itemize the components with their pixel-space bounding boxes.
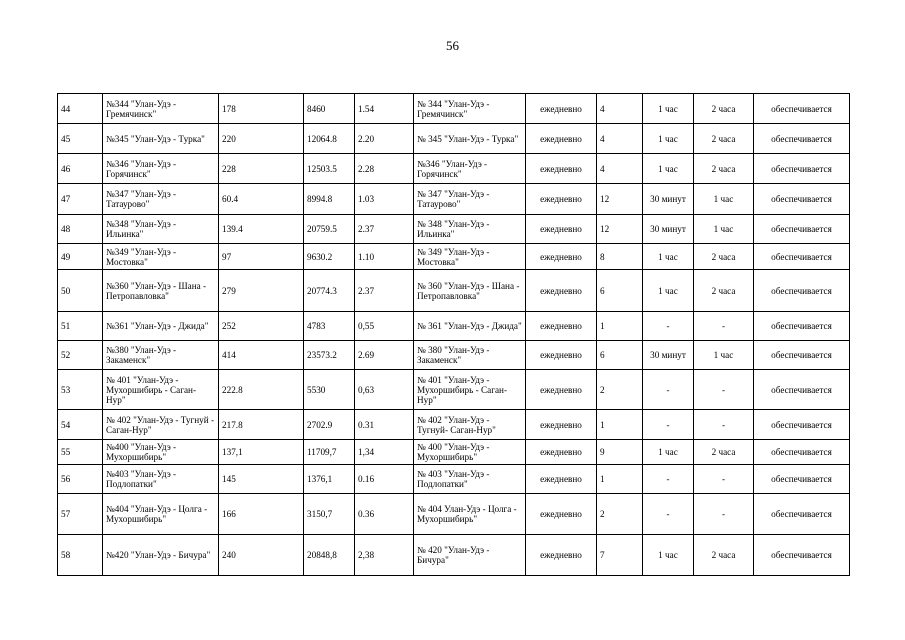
cell-route-name-alt: № 420 "Улан-Удэ - Бичура" bbox=[414, 535, 526, 576]
cell-interval-offpeak: 1 час bbox=[694, 341, 754, 370]
cell-route-name: №360 "Улан-Удэ - Шана - Петропавловка" bbox=[103, 270, 219, 312]
cell-route-name: №403 "Улан-Удэ - Подлопатки" bbox=[103, 465, 219, 494]
cell-trips: 1 bbox=[597, 312, 643, 341]
cell-volume: 11709,7 bbox=[304, 440, 355, 465]
cell-row-number: 58 bbox=[58, 535, 103, 576]
cell-trips: 12 bbox=[597, 215, 643, 244]
cell-route-name-alt: № 380 "Улан-Удэ - Закаменск" bbox=[414, 341, 526, 370]
cell-interval-peak: 1 час bbox=[643, 270, 694, 312]
cell-volume: 3150,7 bbox=[304, 494, 355, 535]
cell-interval-offpeak: - bbox=[694, 465, 754, 494]
cell-coefficient: 2.69 bbox=[355, 341, 414, 370]
cell-status: обеспечивается bbox=[754, 184, 850, 215]
cell-coefficient: 0.36 bbox=[355, 494, 414, 535]
cell-schedule: ежедневно bbox=[526, 370, 597, 410]
routes-table bbox=[57, 93, 850, 576]
cell-route-name: №400 "Улан-Удэ - Мухоршибирь" bbox=[103, 440, 219, 465]
cell-status: обеспечивается bbox=[754, 494, 850, 535]
cell-route-name: №344 "Улан-Удэ - Гремячинск" bbox=[103, 94, 219, 124]
table-row bbox=[58, 244, 850, 270]
cell-interval-offpeak: 2 часа bbox=[694, 270, 754, 312]
cell-schedule: ежедневно bbox=[526, 312, 597, 341]
table-row bbox=[58, 535, 850, 576]
cell-schedule: ежедневно bbox=[526, 535, 597, 576]
cell-row-number: 45 bbox=[58, 124, 103, 154]
cell-route-name: №404 "Улан-Удэ - Цолга - Мухоршибирь" bbox=[103, 494, 219, 535]
cell-interval-offpeak: 2 часа bbox=[694, 124, 754, 154]
cell-coefficient: 0.16 bbox=[355, 465, 414, 494]
cell-trips: 1 bbox=[597, 465, 643, 494]
cell-route-length: 166 bbox=[219, 494, 304, 535]
cell-row-number: 57 bbox=[58, 494, 103, 535]
cell-coefficient: 1.03 bbox=[355, 184, 414, 215]
cell-route-name: №420 "Улан-Удэ - Бичура" bbox=[103, 535, 219, 576]
cell-trips: 2 bbox=[597, 494, 643, 535]
cell-interval-peak: - bbox=[643, 410, 694, 440]
cell-route-name-alt: № 400 "Улан-Удэ - Мухоршибирь" bbox=[414, 440, 526, 465]
cell-interval-peak: 1 час bbox=[643, 440, 694, 465]
cell-route-name-alt: № 348 "Улан-Удэ - Ильинка" bbox=[414, 215, 526, 244]
cell-route-name: №345 "Улан-Удэ - Турка" bbox=[103, 124, 219, 154]
cell-route-name-alt: № 345 "Улан-Удэ - Турка" bbox=[414, 124, 526, 154]
cell-trips: 6 bbox=[597, 270, 643, 312]
cell-interval-offpeak: - bbox=[694, 370, 754, 410]
table-row bbox=[58, 440, 850, 465]
cell-interval-offpeak: - bbox=[694, 410, 754, 440]
cell-schedule: ежедневно bbox=[526, 440, 597, 465]
cell-interval-peak: - bbox=[643, 494, 694, 535]
cell-volume: 8994.8 bbox=[304, 184, 355, 215]
cell-route-length: 240 bbox=[219, 535, 304, 576]
cell-route-length: 220 bbox=[219, 124, 304, 154]
cell-row-number: 46 bbox=[58, 154, 103, 184]
table-row bbox=[58, 270, 850, 312]
cell-interval-peak: - bbox=[643, 465, 694, 494]
cell-schedule: ежедневно bbox=[526, 341, 597, 370]
cell-status: обеспечивается bbox=[754, 535, 850, 576]
cell-row-number: 51 bbox=[58, 312, 103, 341]
cell-trips: 6 bbox=[597, 341, 643, 370]
cell-interval-peak: - bbox=[643, 312, 694, 341]
cell-interval-peak: 1 час bbox=[643, 154, 694, 184]
cell-interval-peak: 1 час bbox=[643, 535, 694, 576]
cell-status: обеспечивается bbox=[754, 312, 850, 341]
table-row bbox=[58, 312, 850, 341]
cell-row-number: 50 bbox=[58, 270, 103, 312]
cell-interval-offpeak: 2 часа bbox=[694, 244, 754, 270]
cell-route-length: 414 bbox=[219, 341, 304, 370]
cell-volume: 8460 bbox=[304, 94, 355, 124]
cell-row-number: 54 bbox=[58, 410, 103, 440]
cell-trips: 4 bbox=[597, 154, 643, 184]
cell-coefficient: 0.31 bbox=[355, 410, 414, 440]
cell-interval-offpeak: 2 часа bbox=[694, 154, 754, 184]
cell-trips: 12 bbox=[597, 184, 643, 215]
page-number: 56 bbox=[446, 38, 459, 53]
cell-trips: 2 bbox=[597, 370, 643, 410]
cell-route-name-alt: № 361 "Улан-Удэ - Джида" bbox=[414, 312, 526, 341]
cell-interval-offpeak: 2 часа bbox=[694, 440, 754, 465]
cell-schedule: ежедневно bbox=[526, 184, 597, 215]
cell-volume: 12064.8 bbox=[304, 124, 355, 154]
cell-interval-offpeak: 2 часа bbox=[694, 535, 754, 576]
cell-route-name: №349 "Улан-Удэ - Мостовка" bbox=[103, 244, 219, 270]
cell-volume: 23573.2 bbox=[304, 341, 355, 370]
table-row bbox=[58, 410, 850, 440]
cell-route-name-alt: № 349 "Улан-Удэ - Мостовка" bbox=[414, 244, 526, 270]
cell-route-length: 279 bbox=[219, 270, 304, 312]
cell-row-number: 49 bbox=[58, 244, 103, 270]
cell-row-number: 55 bbox=[58, 440, 103, 465]
cell-interval-peak: 30 минут bbox=[643, 215, 694, 244]
cell-row-number: 44 bbox=[58, 94, 103, 124]
cell-coefficient: 2.28 bbox=[355, 154, 414, 184]
cell-status: обеспечивается bbox=[754, 410, 850, 440]
cell-route-name: №346 "Улан-Удэ - Горячинск" bbox=[103, 154, 219, 184]
cell-route-length: 137,1 bbox=[219, 440, 304, 465]
cell-row-number: 56 bbox=[58, 465, 103, 494]
cell-schedule: ежедневно bbox=[526, 270, 597, 312]
cell-route-name: № 401 "Улан-Удэ - Мухоршибирь - Саган-Нур" bbox=[103, 370, 219, 410]
cell-schedule: ежедневно bbox=[526, 465, 597, 494]
cell-schedule: ежедневно bbox=[526, 215, 597, 244]
cell-trips: 4 bbox=[597, 124, 643, 154]
cell-coefficient: 0,55 bbox=[355, 312, 414, 341]
cell-row-number: 53 bbox=[58, 370, 103, 410]
cell-row-number: 47 bbox=[58, 184, 103, 215]
cell-route-name-alt: №346 "Улан-Удэ - Горячинск" bbox=[414, 154, 526, 184]
cell-route-length: 217.8 bbox=[219, 410, 304, 440]
cell-coefficient: 2.20 bbox=[355, 124, 414, 154]
cell-trips: 9 bbox=[597, 440, 643, 465]
cell-schedule: ежедневно bbox=[526, 494, 597, 535]
cell-status: обеспечивается bbox=[754, 94, 850, 124]
cell-schedule: ежедневно bbox=[526, 244, 597, 270]
cell-coefficient: 1,34 bbox=[355, 440, 414, 465]
cell-route-name: №347 "Улан-Удэ - Татаурово" bbox=[103, 184, 219, 215]
cell-coefficient: 2.37 bbox=[355, 270, 414, 312]
cell-route-name: № 402 "Улан-Удэ - Тугнуй - Саган-Нур" bbox=[103, 410, 219, 440]
cell-route-length: 252 bbox=[219, 312, 304, 341]
cell-interval-peak: 30 минут bbox=[643, 341, 694, 370]
cell-status: обеспечивается bbox=[754, 124, 850, 154]
cell-status: обеспечивается bbox=[754, 341, 850, 370]
cell-coefficient: 1.54 bbox=[355, 94, 414, 124]
table-row bbox=[58, 94, 850, 124]
cell-coefficient: 0,63 bbox=[355, 370, 414, 410]
cell-trips: 7 bbox=[597, 535, 643, 576]
table-row bbox=[58, 341, 850, 370]
cell-row-number: 52 bbox=[58, 341, 103, 370]
table-row bbox=[58, 494, 850, 535]
cell-status: обеспечивается bbox=[754, 465, 850, 494]
cell-volume: 20759.5 bbox=[304, 215, 355, 244]
cell-route-name-alt: № 403 "Улан-Удэ - Подлопатки" bbox=[414, 465, 526, 494]
cell-route-length: 139.4 bbox=[219, 215, 304, 244]
cell-volume: 9630.2 bbox=[304, 244, 355, 270]
cell-route-name-alt: № 404 Улан-Удэ - Цолга - Мухоршибирь" bbox=[414, 494, 526, 535]
cell-status: обеспечивается bbox=[754, 370, 850, 410]
cell-interval-peak: 30 минут bbox=[643, 184, 694, 215]
cell-schedule: ежедневно bbox=[526, 94, 597, 124]
cell-interval-offpeak: - bbox=[694, 494, 754, 535]
cell-coefficient: 1.10 bbox=[355, 244, 414, 270]
cell-interval-offpeak: - bbox=[694, 312, 754, 341]
cell-status: обеспечивается bbox=[754, 154, 850, 184]
table-body bbox=[58, 94, 850, 576]
cell-volume: 5530 bbox=[304, 370, 355, 410]
cell-trips: 4 bbox=[597, 94, 643, 124]
cell-route-length: 97 bbox=[219, 244, 304, 270]
cell-coefficient: 2,38 bbox=[355, 535, 414, 576]
cell-trips: 1 bbox=[597, 410, 643, 440]
cell-interval-peak: 1 час bbox=[643, 124, 694, 154]
cell-route-length: 178 bbox=[219, 94, 304, 124]
cell-trips: 8 bbox=[597, 244, 643, 270]
cell-coefficient: 2.37 bbox=[355, 215, 414, 244]
cell-interval-offpeak: 1 час bbox=[694, 184, 754, 215]
cell-route-length: 228 bbox=[219, 154, 304, 184]
cell-route-name-alt: № 347 "Улан-Удэ - Татаурово" bbox=[414, 184, 526, 215]
cell-interval-peak: 1 час bbox=[643, 94, 694, 124]
cell-route-length: 60.4 bbox=[219, 184, 304, 215]
cell-row-number: 48 bbox=[58, 215, 103, 244]
cell-status: обеспечивается bbox=[754, 215, 850, 244]
cell-volume: 20848,8 bbox=[304, 535, 355, 576]
cell-volume: 1376,1 bbox=[304, 465, 355, 494]
cell-volume: 2702.9 bbox=[304, 410, 355, 440]
cell-route-name-alt: № 360 "Улан-Удэ - Шана - Петропавловка" bbox=[414, 270, 526, 312]
cell-volume: 12503.5 bbox=[304, 154, 355, 184]
table-row bbox=[58, 370, 850, 410]
cell-route-name-alt: № 401 "Улан-Удэ - Мухоршибирь - Саган-Нур" bbox=[414, 370, 526, 410]
table-row bbox=[58, 154, 850, 184]
cell-route-name-alt: № 402 "Улан-Удэ - Тугнуй- Саган-Нур" bbox=[414, 410, 526, 440]
cell-interval-peak: - bbox=[643, 370, 694, 410]
cell-schedule: ежедневно bbox=[526, 410, 597, 440]
cell-route-name: №380 "Улан-Удэ - Закаменск" bbox=[103, 341, 219, 370]
cell-interval-peak: 1 час bbox=[643, 244, 694, 270]
cell-status: обеспечивается bbox=[754, 244, 850, 270]
cell-route-length: 145 bbox=[219, 465, 304, 494]
table-row bbox=[58, 184, 850, 215]
table-row bbox=[58, 124, 850, 154]
table-row bbox=[58, 215, 850, 244]
table-row bbox=[58, 465, 850, 494]
cell-interval-offpeak: 2 часа bbox=[694, 94, 754, 124]
cell-route-name-alt: № 344 "Улан-Удэ - Гремячинск" bbox=[414, 94, 526, 124]
cell-status: обеспечивается bbox=[754, 440, 850, 465]
cell-route-name: №361 "Улан-Удэ - Джида" bbox=[103, 312, 219, 341]
cell-route-name: №348 "Улан-Удэ - Ильинка" bbox=[103, 215, 219, 244]
cell-schedule: ежедневно bbox=[526, 154, 597, 184]
cell-volume: 4783 bbox=[304, 312, 355, 341]
cell-interval-offpeak: 1 час bbox=[694, 215, 754, 244]
cell-route-length: 222.8 bbox=[219, 370, 304, 410]
cell-volume: 20774.3 bbox=[304, 270, 355, 312]
cell-status: обеспечивается bbox=[754, 270, 850, 312]
cell-schedule: ежедневно bbox=[526, 124, 597, 154]
